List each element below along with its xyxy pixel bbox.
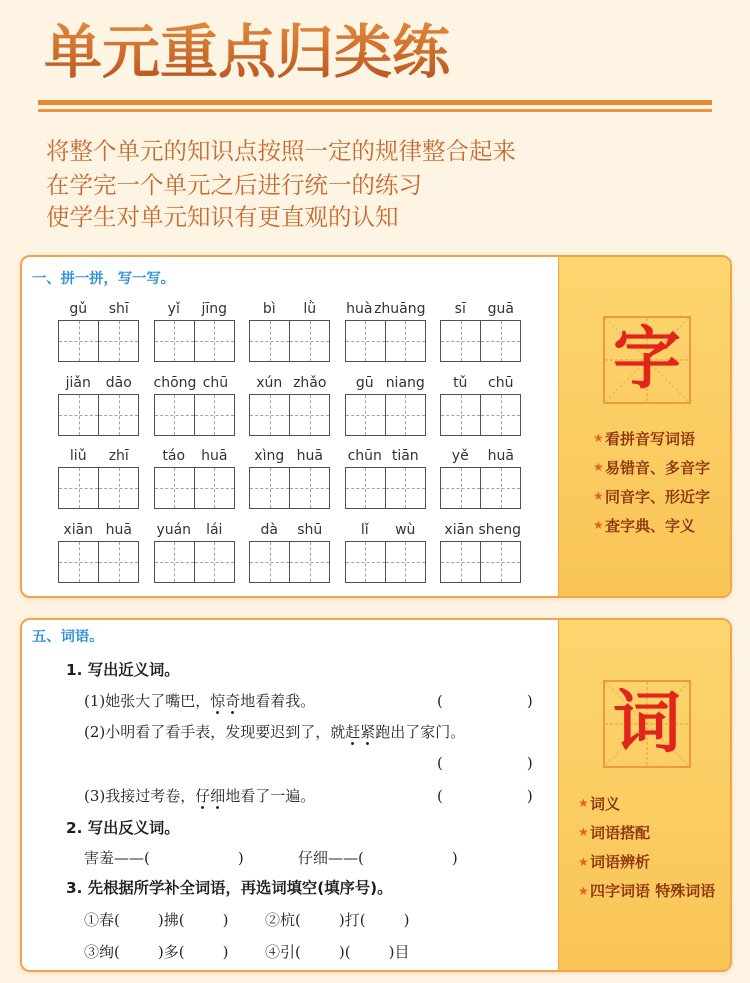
writing-box: [154, 541, 235, 583]
feature-item: [593, 453, 710, 482]
answer-blank: [114, 942, 164, 962]
badge-char: 字: [612, 320, 681, 399]
pinyin-syllable: huā: [105, 522, 132, 539]
pinyin-syllable: chū: [488, 374, 514, 391]
pinyin-word: [345, 448, 426, 509]
answer-blank: [295, 910, 345, 930]
question-title: 2. 写出反义词。: [66, 819, 180, 837]
feature-item: [578, 818, 715, 847]
pinyin-syllable: huā: [296, 448, 323, 465]
pinyin-word: [58, 448, 139, 509]
pinyin-syllable: gū: [355, 374, 374, 391]
blank-open-paren: (: [178, 911, 185, 929]
feature-item: [593, 511, 710, 540]
pinyin-syllable: lái: [206, 522, 223, 539]
writing-cell: [346, 542, 385, 582]
pinyin-syllable: liǔ: [69, 448, 87, 465]
pinyin-word: [345, 301, 426, 362]
feature-panel: [558, 620, 730, 970]
answer-blank: [437, 691, 533, 711]
writing-box: [154, 320, 235, 362]
blank-close-paren: ): [237, 849, 244, 867]
feature-text: 词义: [590, 794, 621, 813]
sentence-text: 跑出了家门。: [375, 723, 466, 741]
answer-blank: [437, 753, 533, 773]
pinyin-label: [58, 301, 139, 317]
feature-item: [578, 876, 715, 905]
pinyin-syllable: xìng: [254, 448, 285, 465]
pinyin-label: [440, 375, 521, 391]
writing-cell: [250, 468, 289, 508]
synonym-sentence: [84, 722, 465, 742]
pinyin-syllable: huà: [346, 301, 373, 317]
pinyin-label: [345, 448, 426, 464]
emphasized-word: 惊奇: [210, 692, 240, 715]
pinyin-label: [58, 448, 139, 464]
pinyin-syllable: huā: [201, 448, 228, 465]
word-exercise-card: [20, 618, 732, 972]
writing-cell: [480, 321, 520, 361]
blank-open-paren: (: [359, 911, 366, 929]
pinyin-label: [154, 301, 235, 317]
pinyin-word: [58, 375, 139, 436]
blank-close-paren: ): [451, 849, 458, 867]
pinyin-syllable: lǐ: [360, 522, 369, 539]
pinyin-word: [154, 448, 235, 509]
blank-close-paren: ): [388, 943, 395, 961]
pinyin-word: [154, 522, 235, 583]
pinyin-syllable: táo: [162, 448, 186, 465]
sentence-text: 地看了一遍。: [225, 787, 316, 805]
feature-text: 词语辨析: [590, 853, 651, 872]
pinyin-word: [154, 375, 235, 436]
pinyin-label: [440, 522, 521, 538]
writing-box: [440, 467, 521, 509]
pinyin-syllable: zhǎo: [293, 374, 327, 391]
feature-text: 同音字、形近字: [605, 487, 711, 506]
pinyin-syllable: dà: [260, 522, 278, 539]
pinyin-syllable: shī: [108, 301, 129, 317]
blank-open-paren: (: [358, 849, 364, 867]
writing-cell: [155, 395, 194, 435]
pinyin-label: [345, 522, 426, 538]
feature-panel: [558, 257, 730, 596]
pinyin-word: [345, 522, 426, 583]
fill-in-group: [265, 942, 409, 962]
blank-space: [366, 920, 404, 921]
pinyin-syllable: lǜ: [303, 301, 317, 317]
blank-close-paren: ): [338, 943, 345, 961]
writing-box: [345, 320, 426, 362]
pinyin-label: [440, 448, 521, 464]
blank-open-paren: (: [114, 911, 120, 929]
blank-open-paren: (: [437, 754, 443, 772]
writing-cell: [98, 395, 138, 435]
writing-box: [249, 394, 330, 436]
blank-space: [301, 952, 339, 953]
blank-space: [443, 796, 527, 797]
writing-box: [440, 394, 521, 436]
badge-char-box: [603, 680, 691, 768]
pinyin-syllable: zhī: [108, 448, 129, 465]
blank-close-paren: ): [526, 754, 533, 772]
synonym-answer: [437, 786, 533, 806]
writing-cell: [59, 542, 98, 582]
blank-close-paren: ): [222, 943, 229, 961]
pinyin-label: [249, 522, 330, 538]
pinyin-syllable: jīng: [201, 301, 228, 317]
writing-box: [154, 394, 235, 436]
writing-cell: [289, 542, 329, 582]
blank-space: [185, 920, 223, 921]
writing-box: [58, 541, 139, 583]
answer-blank: [437, 786, 533, 806]
pinyin-label: [154, 448, 235, 464]
fill-in-group: [84, 942, 228, 962]
emphasized-word: 赶紧: [345, 723, 375, 746]
pinyin-exercise-card: [20, 255, 732, 598]
writing-box: [345, 467, 426, 509]
pinyin-syllable: huā: [487, 448, 514, 465]
pinyin-word: [249, 522, 330, 583]
pinyin-syllable: yě: [451, 448, 469, 465]
blank-space: [185, 952, 223, 953]
pinyin-word: [440, 448, 521, 509]
emphasized-word: 仔细: [195, 787, 225, 810]
pinyin-syllable: bì: [262, 301, 276, 317]
pinyin-syllable: shū: [297, 522, 323, 539]
pinyin-word: [440, 522, 521, 583]
pinyin-word: [440, 375, 521, 436]
blank-space: [443, 763, 527, 764]
answer-blank: [114, 910, 164, 930]
pinyin-label: [249, 301, 330, 317]
pinyin-syllable: yuán: [156, 522, 192, 539]
pinyin-syllable: gǔ: [69, 301, 88, 317]
writing-cell: [385, 395, 425, 435]
writing-cell: [441, 395, 480, 435]
pinyin-label: [58, 375, 139, 391]
writing-cell: [346, 321, 385, 361]
answer-blank: [179, 910, 229, 930]
fill-in-text: 拂: [163, 911, 179, 929]
writing-cell: [155, 468, 194, 508]
feature-list: [578, 788, 715, 905]
star-icon: [593, 431, 605, 445]
antonym-word: 仔细——: [298, 849, 359, 867]
pinyin-label: [249, 448, 330, 464]
fill-in-text: 多: [163, 943, 179, 961]
badge-char: 词: [612, 684, 681, 763]
fill-in-text: ①春: [84, 911, 115, 929]
blank-close-paren: ): [157, 911, 164, 929]
feature-item: [578, 788, 715, 817]
feature-item: [578, 847, 715, 876]
blank-close-paren: ): [338, 911, 345, 929]
writing-box: [249, 541, 330, 583]
pinyin-syllable: yǐ: [167, 301, 180, 317]
writing-cell: [289, 395, 329, 435]
writing-box: [154, 467, 235, 509]
fill-in-text: 打: [344, 911, 360, 929]
writing-cell: [59, 321, 98, 361]
blank-open-paren: (: [295, 911, 301, 929]
writing-box: [58, 320, 139, 362]
blank-open-paren: (: [295, 943, 301, 961]
writing-cell: [194, 395, 234, 435]
writing-cell: [441, 468, 480, 508]
title-underline-thick: [38, 100, 712, 105]
writing-box: [58, 394, 139, 436]
pinyin-syllable: sī: [454, 301, 466, 317]
writing-cell: [194, 321, 234, 361]
pinyin-word: [154, 301, 235, 362]
fill-in-group: [265, 910, 409, 930]
writing-cell: [155, 542, 194, 582]
pinyin-word: [58, 522, 139, 583]
star-icon: [593, 518, 605, 532]
feature-item: [593, 482, 710, 511]
writing-cell: [194, 468, 234, 508]
writing-cell: [346, 395, 385, 435]
blank-space: [351, 952, 389, 953]
writing-cell: [346, 468, 385, 508]
pinyin-word: [440, 301, 521, 362]
blank-space: [120, 952, 158, 953]
fill-in-text: 目: [394, 943, 410, 961]
writing-box: [440, 320, 521, 362]
writing-box: [440, 541, 521, 583]
intro-line: 将整个单元的知识点按照一定的规律整合起来: [46, 137, 516, 165]
writing-cell: [98, 542, 138, 582]
feature-text: 四字词语 特殊词语: [590, 882, 716, 901]
pinyin-syllable: xiān: [63, 522, 94, 539]
writing-cell: [98, 468, 138, 508]
star-icon: [578, 825, 590, 839]
title-underline-thin: [38, 109, 712, 112]
pinyin-syllable: xún: [256, 374, 283, 391]
blank-space: [120, 920, 158, 921]
blank-open-paren: (: [344, 943, 351, 961]
answer-blank: [179, 942, 229, 962]
writing-cell: [250, 542, 289, 582]
pinyin-syllable: chōng: [153, 374, 197, 391]
pinyin-label: [154, 522, 235, 538]
pinyin-label: [345, 301, 426, 317]
writing-cell: [441, 321, 480, 361]
writing-cell: [385, 468, 425, 508]
pinyin-label: [249, 375, 330, 391]
antonym-item: [298, 848, 458, 868]
star-icon: [578, 796, 590, 810]
writing-cell: [98, 321, 138, 361]
answer-blank: [358, 848, 458, 868]
pinyin-syllable: xiān: [444, 522, 475, 539]
sentence-text: 地看着我。: [240, 692, 316, 710]
pinyin-label: [154, 375, 235, 391]
blank-open-paren: (: [437, 692, 443, 710]
blank-open-paren: (: [437, 787, 443, 805]
writing-cell: [155, 321, 194, 361]
writing-cell: [385, 321, 425, 361]
blank-close-paren: ): [403, 911, 410, 929]
pinyin-syllable: sheng: [478, 522, 521, 539]
answer-blank: [360, 910, 410, 930]
pinyin-syllable: wù: [395, 522, 416, 539]
pinyin-syllable: zhuāng: [374, 301, 426, 317]
feature-list: [593, 424, 710, 540]
pinyin-syllable: chūn: [347, 448, 382, 465]
question-title: 3. 先根据所学补全词语，再选词填空(填序号)。: [66, 879, 393, 897]
pinyin-syllable: niang: [385, 374, 425, 391]
feature-text: 看拼音写词语: [605, 429, 696, 448]
writing-box: [345, 541, 426, 583]
intro-line: 在学完一个单元之后进行统一的练习: [46, 171, 422, 199]
pinyin-syllable: dāo: [105, 374, 132, 391]
feature-item: [593, 424, 710, 453]
pinyin-label: [440, 301, 521, 317]
answer-blank: [345, 942, 395, 962]
star-icon: [593, 460, 605, 474]
answer-blank: [295, 942, 345, 962]
writing-box: [249, 467, 330, 509]
blank-close-paren: ): [222, 911, 229, 929]
sentence-text: (1)她张大了嘴巴，: [84, 692, 211, 710]
star-icon: [578, 855, 590, 869]
pinyin-word: [249, 375, 330, 436]
pinyin-syllable: chū: [202, 374, 229, 391]
fill-in-text: ④引: [265, 943, 296, 961]
synonym-answer: [437, 691, 533, 711]
blank-close-paren: ): [526, 692, 533, 710]
writing-cell: [59, 468, 98, 508]
feature-text: 查字典、字义: [605, 516, 696, 535]
question-title: 1. 写出近义词。: [66, 661, 180, 679]
blank-close-paren: ): [157, 943, 164, 961]
fill-in-text: ②杭: [265, 911, 296, 929]
fill-in-group: [84, 910, 228, 930]
badge-char-box: [603, 316, 691, 404]
writing-box: [345, 394, 426, 436]
pinyin-word: [249, 301, 330, 362]
pinyin-syllable: guā: [487, 301, 514, 317]
pinyin-syllable: tiān: [391, 448, 419, 465]
sentence-text: (2)小明看了看手表，发现要迟到了，就: [84, 723, 346, 741]
writing-cell: [194, 542, 234, 582]
blank-open-paren: (: [114, 943, 120, 961]
writing-cell: [289, 468, 329, 508]
pinyin-word: [249, 448, 330, 509]
writing-cell: [59, 395, 98, 435]
blank-open-paren: (: [178, 943, 185, 961]
section-heading: 一、拼一拼，写一写。: [32, 271, 175, 287]
writing-box: [249, 320, 330, 362]
blank-open-paren: (: [144, 849, 150, 867]
pinyin-label: [58, 522, 139, 538]
pinyin-word: [58, 301, 139, 362]
pinyin-syllable: tǔ: [453, 374, 468, 391]
writing-cell: [250, 321, 289, 361]
answer-blank: [144, 848, 244, 868]
synonym-answer: [437, 753, 533, 773]
feature-text: 易错音、多音字: [605, 458, 711, 477]
writing-cell: [441, 542, 480, 582]
pinyin-label: [345, 375, 426, 391]
pinyin-word: [345, 375, 426, 436]
star-icon: [578, 884, 590, 898]
antonym-word: 害羞——: [84, 849, 145, 867]
intro-line: 使学生对单元知识有更直观的认知: [46, 203, 399, 231]
synonym-sentence: [84, 786, 315, 806]
feature-text: 词语搭配: [590, 823, 651, 842]
writing-cell: [480, 395, 520, 435]
section-heading: 五、词语。: [32, 629, 104, 645]
writing-cell: [480, 468, 520, 508]
fill-in-text: ③绚: [84, 943, 115, 961]
star-icon: [593, 489, 605, 503]
blank-space: [443, 701, 527, 702]
blank-space: [150, 858, 238, 859]
blank-close-paren: ): [526, 787, 533, 805]
pinyin-syllable: jiǎn: [65, 374, 91, 391]
synonym-sentence: [84, 691, 315, 711]
sentence-text: (3)我接过考卷，: [84, 787, 196, 805]
writing-cell: [250, 395, 289, 435]
writing-box: [58, 467, 139, 509]
page-title: 单元重点归类练: [44, 18, 451, 86]
writing-cell: [289, 321, 329, 361]
blank-space: [364, 858, 452, 859]
blank-space: [301, 920, 339, 921]
writing-cell: [480, 542, 520, 582]
antonym-item: [84, 848, 244, 868]
writing-cell: [385, 542, 425, 582]
